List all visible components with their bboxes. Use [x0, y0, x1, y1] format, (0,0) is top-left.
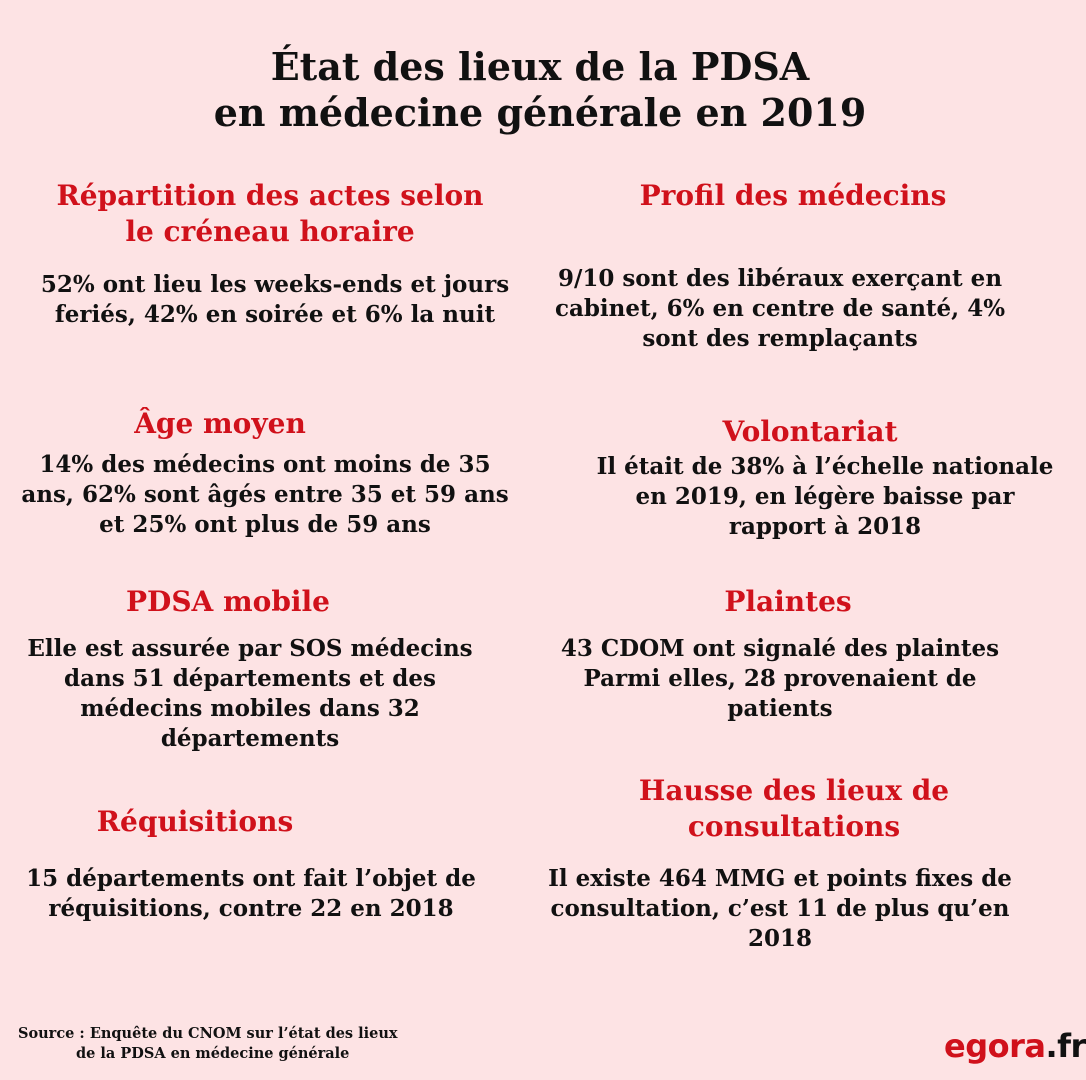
text-line: médecins mobiles dans 32 — [80, 695, 420, 722]
text-line: 52% ont lieu les weeks-ends et jours — [40, 271, 510, 298]
title-line-2: en médecine générale en 2019 — [213, 90, 867, 135]
heading-age-moyen — [20, 406, 420, 442]
text-line: Il était de 38% à l’échelle nationale — [596, 453, 1054, 480]
text-requisitions — [0, 864, 502, 924]
text-line: 15 départements ont fait l’objet de — [26, 865, 476, 892]
text-line: départements — [160, 725, 340, 752]
text-pdsa-mobile — [0, 634, 500, 754]
heading-line: Plaintes — [724, 585, 852, 618]
text-line: 9/10 sont des libéraux exerçant en — [557, 265, 1003, 292]
heading-line: Volontariat — [722, 415, 898, 448]
heading-line: consultations — [687, 810, 901, 843]
source-line-1: Source : Enquête du CNOM sur l’état des lieux — [18, 1025, 398, 1042]
text-line: dans 51 départements et des — [64, 665, 436, 692]
heading-plaintes — [588, 584, 988, 620]
heading-line: le créneau horaire — [125, 215, 415, 248]
text-repartition — [20, 270, 530, 330]
text-line: 43 CDOM ont signalé des plaintes — [560, 635, 1000, 662]
text-line: en 2019, en légère baisse par — [635, 483, 1015, 510]
text-line: 2018 — [747, 925, 812, 952]
text-line: rapport à 2018 — [728, 513, 922, 540]
text-hausse-lieux — [530, 864, 1030, 954]
text-plaintes — [530, 634, 1030, 724]
heading-repartition — [40, 178, 500, 250]
heading-line: Âge moyen — [134, 407, 306, 440]
heading-hausse-lieux — [554, 773, 1034, 845]
text-line: Elle est assurée par SOS médecins — [27, 635, 473, 662]
text-profil — [530, 264, 1030, 354]
title-line-1: État des lieux de la PDSA — [270, 44, 810, 89]
text-line: et 25% ont plus de 59 ans — [99, 511, 431, 538]
egora-logo — [944, 1026, 1086, 1066]
heading-profil — [558, 178, 1028, 214]
heading-line: Répartition des actes selon — [56, 179, 484, 212]
text-line: consultation, c’est 11 de plus qu’en — [550, 895, 1010, 922]
text-line: ans, 62% sont âgés entre 35 et 59 ans — [21, 481, 509, 508]
page-title — [0, 44, 1080, 136]
text-volontariat — [575, 452, 1075, 542]
source-note — [18, 1024, 458, 1064]
heading-line: Hausse des lieux de — [638, 774, 950, 807]
text-line: Il existe 464 MMG et points fixes de — [548, 865, 1012, 892]
heading-requisitions — [0, 804, 390, 840]
text-line: 14% des médecins ont moins de 35 — [39, 451, 491, 478]
text-age-moyen — [15, 450, 515, 540]
heading-line: Profil des médecins — [639, 179, 947, 212]
text-line: réquisitions, contre 22 en 2018 — [48, 895, 454, 922]
heading-line: PDSA mobile — [126, 585, 330, 618]
text-line: feriés, 42% en soirée et 6% la nuit — [54, 301, 496, 328]
logo-part-2: .fr — [1045, 1027, 1086, 1065]
heading-line: Réquisitions — [96, 805, 294, 838]
heading-pdsa-mobile — [28, 584, 428, 620]
heading-volontariat — [610, 414, 1010, 450]
text-line: sont des remplaçants — [642, 325, 918, 352]
text-line: patients — [727, 695, 833, 722]
logo-part-1: egora — [944, 1027, 1046, 1065]
text-line: cabinet, 6% en centre de santé, 4% — [554, 295, 1006, 322]
text-line: Parmi elles, 28 provenaient de — [583, 665, 977, 692]
source-line-2: de la PDSA en médecine générale — [76, 1045, 350, 1062]
